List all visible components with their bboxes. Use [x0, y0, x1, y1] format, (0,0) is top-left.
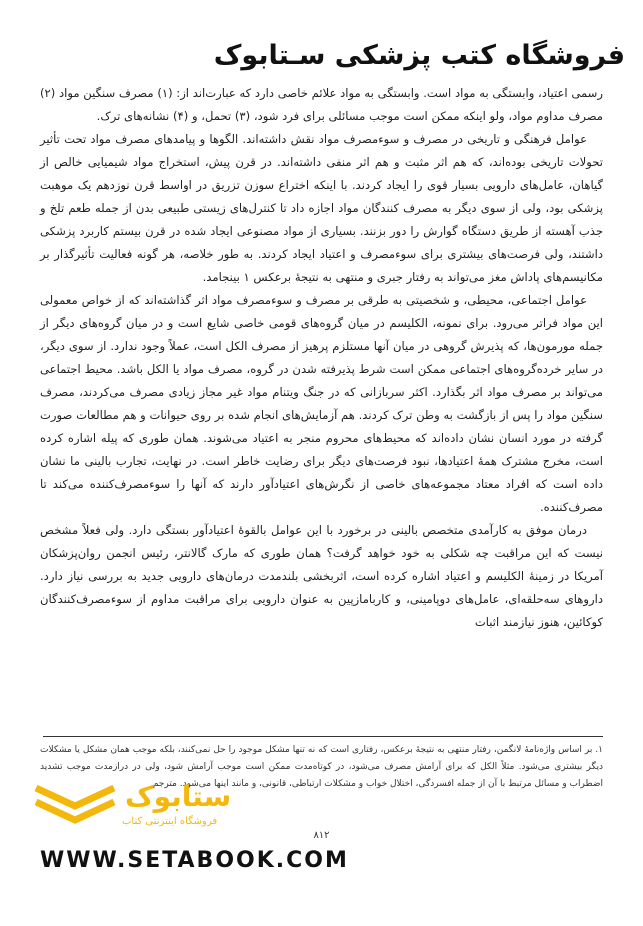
footnote-divider: [43, 736, 603, 737]
page-number: ۸۱۲: [313, 830, 330, 841]
logo-brand: ستابوک: [125, 780, 232, 813]
setabook-logo: [30, 778, 232, 838]
book-stack-icon: [30, 778, 120, 828]
site-url[interactable]: WWW.SETABOOK.COM: [40, 848, 349, 873]
footnote: ۱. بر اساس واژه‌نامهٔ لانگمن، رفتار منتهی به نتیجهٔ برعکس، رفتاری است که نه تنها مشکل موجود را حل نمی‌کنند، بلکه موجب همان مشکل یا مشکلات دیگر بیشتری می‌شود. مثلاً الکل که برای آرامش مصرف می‌شود، در کوتاه‌مدت ممکن است موجب آرامش شود، ولی در درازمدت موجب تشدید اضطراب و مسائل مرتبط با آن از جمله افسردگی، اختلال خواب و مشکلات ارتباطی، قانونی، و مانند اینها می‌شود. مترجم: [40, 745, 603, 789]
body-text: [40, 82, 603, 634]
logo-tagline: فروشگاه اینترنتی کتاب: [122, 816, 218, 827]
page-title: فروشگاه کتب پزشکی سـتابوک: [213, 40, 625, 71]
paragraph: عوامل فرهنگی و تاریخی در مصرف و سوء‌مصرف مواد نقش داشته‌اند. الگوها و پیامدهای مصرف مواد تحت تأثیر تحولات تاریخی بوده‌اند، که هم اثر مثبت و هم اثر منفی داشته‌اند. در قرن پیش، استخراج مواد شیمیایی خالص از گیاهان، عامل‌های دارویی بسیار قوی را ایجاد کردند. با اینکه اختراع سوزن تزریق در اواسط قرن نوزدهم یک موهبت پزشکی بود، ولی از سوی دیگر به مصرف کنندگان مواد اجازه داد تا کنترل‌های زیستی طبیعی بدن از جمله طعم تلخ و جذب آهسته از طریق دستگاه گوارش را دور بزنند. بسیاری از مواد مصنوعی ایجاد شده در قرن بیستم کاربرد پزشکی داشتند، ولی فرصت‌های بیشتری برای سوء‌مصرف و اعتیاد ایجاد کردند. به طور خلاصه، هر گونه فعالیت تأثیرگذار بر مکانیسم‌های پاداش مغز می‌تواند به رفتار جبری و منتهی به نتیجهٔ برعکس ۱ بینجامد.: [40, 132, 603, 284]
paragraph: رسمی اعتیاد، وابستگی به مواد است. وابستگی به مواد علائم خاصی دارد که عبارت‌اند از: (۱) مصرف سنگین مواد (۲) مصرف مداوم مواد، ولو اینکه ممکن است موجب مسائلی برای فرد شود، (۳) تحمل، و (۴) نشانه‌های ترک.: [40, 86, 603, 123]
paragraph: درمان موفق به کارآمدی متخصص بالینی در برخورد با این عوامل بالقوهٔ اعتیادآور بستگی دارد. ولی فعلاً مشخص نیست که این مراقبت چه شکلی به خود خواهد گرفت؟ همان طوری که مارک گالانتر، رئیس انجمن روان‌پزشکان آمریکا در زمینهٔ الکلیسم و اعتیاد اشاره کرده است، اثربخشی بلندمدت درمان‌های دارویی جدید به بررسی نیاز دارد. داروهای سه‌حلقه‌ای، عامل‌های دوپامینی، و کاربامازپین به عنوان دارویی برای مراقبت مداوم از سوء‌مصرف‌کنندگان کوکائین، هنوز نیازمند اثبات: [40, 523, 603, 629]
paragraph: عوامل اجتماعی، محیطی، و شخصیتی به طرقی بر مصرف و سوء‌مصرف مواد اثر گذاشته‌اند که از خواص معمولی این مواد فراتر می‌رود. برای نمونه، الکلیسم در میان گروه‌های قومی خاصی شایع است و در میان گروه‌های دیگر از جمله مورمون‌ها، که پذیرش گروهی در میان آنها مستلزم پرهیز از مصرف الکل است، عملاً وجود ندارد. از سوی دیگر، در سایر خرده‌گروه‌های اجتماعی ممکن است شرط پذیرفته شدن در گروه، مصرف مواد یا الکل باشد. محیط اجتماعی می‌تواند بر مصرف مواد اثر بگذارد. اکثر سربازانی که در جنگ ویتنام مواد غیر مجاز زیادی مصرف می‌کردند، مصرف سنگین مواد را پس از بازگشت به وطن ترک کردند. هم آزمایش‌های انجام شده بر روی حیوانات و هم مطالعات صورت گرفته در مورد انسان نشان داده‌اند که محیط‌های محروم منجر به اعتیاد می‌شوند. همان طوری که پیله اشاره کرده است، مخرج مشترک همهٔ اعتیادها، نبود فرصت‌های دیگر برای رضایت خاطر است. در نهایت، تجارب بالینی ما نشان داده است که افراد معتاد مجموعه‌های خاصی از نگرش‌های اعتیادآور دارند که آنها را سوء‌مصرف‌کننده می‌کند تا مصرف‌کننده.: [40, 293, 603, 514]
